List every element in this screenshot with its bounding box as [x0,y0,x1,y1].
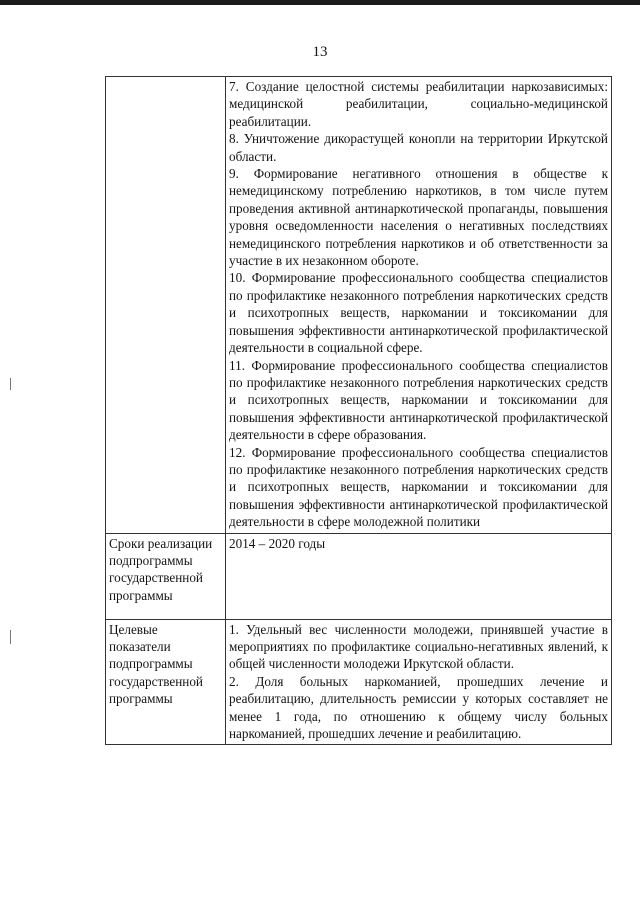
implementation-period-value: 2014 – 2020 годы [229,535,326,551]
task-item-11: 11. Формирование профессионального сообщества специалистов по профилактике незаконного потребления наркотических средств и психотропных веществ, наркомании и токсикомании для повышения эффективности антинаркотической профилактической деятельности в сфере образования. [229,357,608,443]
row-content [226,77,612,534]
task-item-7: 7. Создание целостной системы реабилитации наркозависимых: медицинской реабилитации, социально-медицинской реабилитации. [229,79,608,129]
row-label-implementation-period: Сроки реализации подпрограммы государственной программы [106,533,226,619]
scan-artifact [10,378,11,390]
table-row [106,77,612,534]
task-item-8: 8. Уничтожение дикорастущей конопли на территории Иркутской области. [229,131,608,164]
indicator-item-2: 2. Доля больных наркоманией, прошедших лечение и реабилитацию, длительность ремиссии у которых составляет не менее 1 года, по отношению к общему числу больных наркоманией, прошедших лечение и реабилитацию. [229,673,608,741]
scan-artifact [10,630,11,644]
row-content [226,533,612,619]
task-item-9: 9. Формирование негативного отношения в обществе к немедицинскому потреблению наркотиков, в том числе путем проведения активной антинаркотической пропаганды, повышения уровня осведомленности населения о негативных последствиях немедицинского потребления наркотиков и об ответственности за участие в их незаконном обороте. [229,166,608,269]
indicator-item-1: 1. Удельный вес численности молодежи, принявшей участие в мероприятиях по профилактике социально-негативных явлений, к общей численности молодежи Иркутской области. [229,621,608,672]
row-label-target-indicators: Целевые показатели подпрограммы государственной программы [106,619,226,745]
task-item-10: 10. Формирование профессионального сообщества специалистов по профилактике незаконного потребления наркотических средств и психотропных веществ, наркомании и токсикомании для повышения эффективности антинаркотической профилактической деятельности в социальной сфере. [229,270,608,356]
task-item-12: 12. Формирование профессионального сообщества специалистов по профилактике незаконного потребления наркотических средств и психотропных веществ, наркомании и токсикомании для повышения эффективности антинаркотической профилактической деятельности в сфере молодежной политики [229,444,608,530]
subprogram-passport-table [105,76,612,745]
page-number: 13 [312,44,328,60]
row-label [106,77,226,534]
scan-top-border [0,0,640,5]
table-row [106,619,612,745]
table-row [106,533,612,619]
row-content [226,619,612,745]
